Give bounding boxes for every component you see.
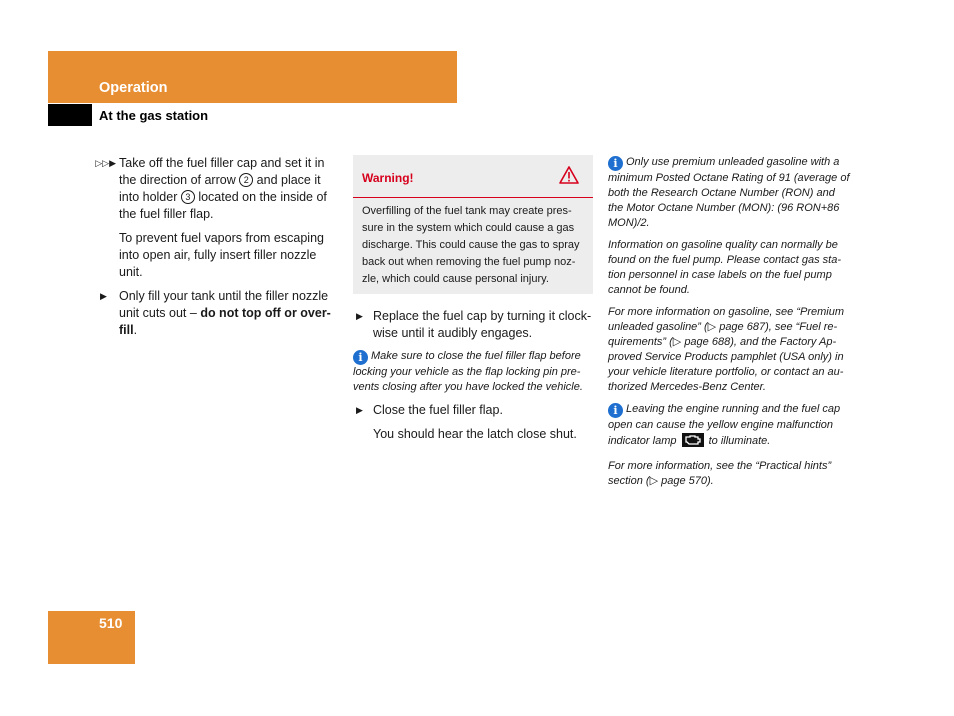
step-text: Take off the fuel filler cap and set it in the direction of arrow xyxy=(119,156,325,187)
subsection-title: At the gas station xyxy=(99,108,209,123)
step-text: . xyxy=(133,323,138,337)
step-text: and place it into holder xyxy=(119,173,321,204)
step-arrow-icon: ▶ xyxy=(100,291,107,301)
column-middle xyxy=(353,155,593,450)
info-note-close-flap xyxy=(353,349,593,395)
note-text: Leaving the engine running and the fuel cap open can cause the yellow engine malfunction indicator lamp xyxy=(608,403,841,447)
note-text: Only use premium unleaded gasoline with a minimum Posted Octane Rating of 91 (average of both the Research Octane Number (RON) and the Motor Octane Number (MON): (96 RON+86 MON)/2. xyxy=(608,156,850,229)
step-take-off-cap xyxy=(80,155,342,223)
step-close-flap xyxy=(353,402,593,419)
warning-label: Warning! xyxy=(362,171,414,185)
column-right xyxy=(608,155,850,496)
page-number: 510 xyxy=(99,615,123,631)
section-title: Operation xyxy=(99,80,168,96)
info-icon: i xyxy=(608,156,623,171)
step-replace-cap xyxy=(353,308,593,342)
callout-number: 2 xyxy=(239,173,253,187)
section-tab-marker xyxy=(48,104,92,126)
info-icon: i xyxy=(353,350,368,365)
note-gasoline-quality: Information on gasoline quality can normally be found on the fuel pump. Please contact gas sta-tion personnel in case labels on the fuel pump cannot be found. xyxy=(608,239,841,296)
continuation-arrow-icon: ▷▷▶ xyxy=(95,158,116,168)
step-text: located on the inside of the fuel filler flap. xyxy=(119,190,327,221)
note-text: to illuminate. xyxy=(705,435,771,447)
warning-header xyxy=(353,155,593,198)
warning-text: Overfilling of the fuel tank may create pres-sure in the system which could cause a gas discharge. This could cause the gas to spray back out when removing the fuel pump noz-zle, which could cause personal injury. xyxy=(362,205,580,285)
column-left xyxy=(80,155,342,346)
info-note-premium-gasoline xyxy=(608,155,850,231)
engine-malfunction-lamp-icon xyxy=(682,433,704,452)
step-text: Close the fuel filler flap. xyxy=(373,403,503,417)
note-more-information: For more information on gasoline, see “Premium unleaded gasoline” (▷ page 687), see “Fuel re-quirements” (▷ page 688), and the Factory Ap-proved Service Products pamphlet (USA only) in your vehicle literature portfolio, or contact an au-thorized Mercedes-Benz Center. xyxy=(608,306,844,393)
step-fill-tank xyxy=(80,288,342,339)
paragraph-fuel-vapors: To prevent fuel vapors from escaping into open air, fully insert filler nozzle unit. xyxy=(119,231,324,279)
info-icon: i xyxy=(608,403,623,418)
step-text: Replace the fuel cap by turning it clock-wise until it audibly engages. xyxy=(373,309,592,340)
note-text: Make sure to close the fuel filler flap before locking your vehicle as the flap locking pin pre-vents closing after you have locked the vehicle. xyxy=(353,350,583,393)
step-arrow-icon: ▶ xyxy=(356,311,363,321)
warning-box xyxy=(353,155,593,294)
emphasis-text: do not top off or over-fill xyxy=(119,306,331,337)
callout-number: 3 xyxy=(181,190,195,204)
warning-triangle-icon xyxy=(559,166,579,189)
paragraph-latch: You should hear the latch close shut. xyxy=(373,427,577,441)
note-practical-hints: For more information, see the “Practical hints” section (▷ page 570). xyxy=(608,460,832,487)
info-note-engine-running xyxy=(608,402,850,452)
step-arrow-icon: ▶ xyxy=(356,405,363,415)
step-text: Only fill your tank until the filler nozzle unit cuts out – xyxy=(119,289,329,320)
